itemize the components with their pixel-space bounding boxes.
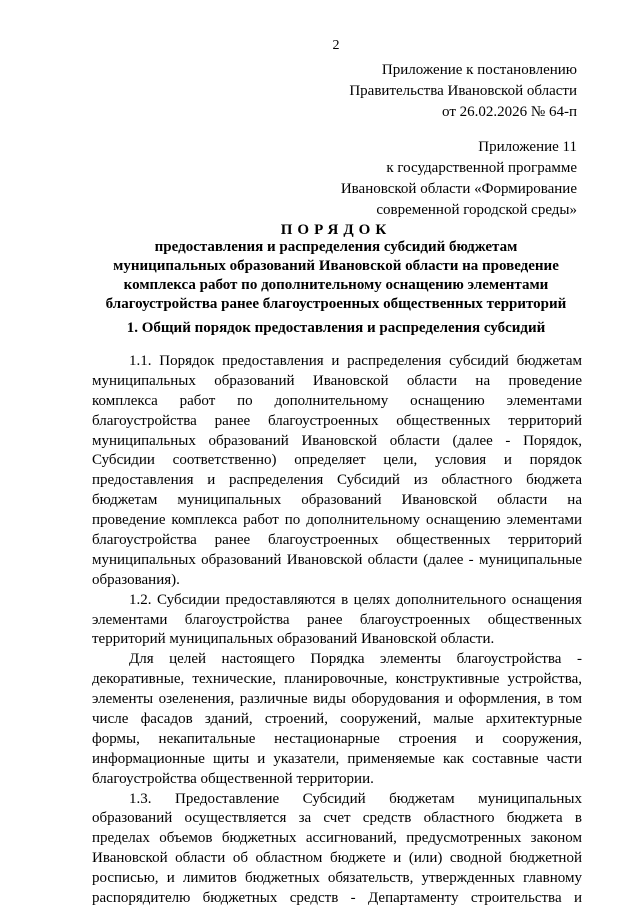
paragraph-line: 1.2. Субсидии предоставляются в целях дополнительного оснащения [129, 591, 582, 608]
paragraph-line: 1.3. Предоставление Субсидий бюджетам муниципальных [129, 790, 582, 807]
paragraph-line: муниципальных образований Ивановской области на проведение [92, 372, 582, 389]
paragraph-line: Для целей настоящего Порядка элементы благоустройства - [129, 651, 582, 668]
paragraph-line: благоустройства ранее благоустроенных общественных территорий [92, 412, 582, 429]
page-number: 2 [332, 38, 340, 53]
paragraph-line: муниципальных образований Ивановской области (далее - муниципальные [92, 551, 582, 568]
paragraph-line: элементы озеленения, различные виды оборудования и оформления, в том [92, 691, 582, 708]
appendix-line: Приложение 11 [478, 139, 577, 155]
document-subtitle [90, 238, 582, 314]
paragraph-line: благоустройства общественной территории. [92, 770, 374, 787]
appendix-program-reference [341, 137, 577, 221]
paragraph-line: муниципальных образований Ивановской области (далее - Порядок, [92, 432, 582, 449]
paragraph-line: проведение комплекса работ по дополнительному оснащению элементами [92, 512, 582, 529]
paragraph-line: бюджетам муниципальных образований Ивановской области на [92, 492, 582, 509]
paragraph-line: благоустройства ранее благоустроенных общественных территорий [92, 532, 582, 549]
paragraph-line: формы, некапитальные нестационарные строения и сооружения, [92, 730, 582, 747]
subtitle-line: муниципальных образований Ивановской области на проведение [113, 258, 559, 274]
paragraph-line: числе фасадов зданий, строений, сооружений, малые архитектурные [92, 711, 582, 728]
document-title: ПОРЯДОК [280, 222, 392, 238]
paragraph-line: пределах объемов бюджетных ассигнований, предусмотренных законом [92, 830, 582, 847]
section-heading: 1. Общий порядок предоставления и распределения субсидий [126, 320, 546, 336]
paragraph-line: Субсидии соответственно) определяет цели, условия и порядок [92, 452, 582, 469]
appendix-line: Ивановской области «Формирование [340, 181, 577, 197]
paragraph-line: образования). [92, 571, 180, 588]
paragraph-line: предоставления и распределения Субсидий из областного бюджета [92, 472, 582, 489]
paragraph-line: элементами благоустройства ранее благоустроенных общественных [92, 611, 582, 628]
paragraph-line: комплекса работ по дополнительному оснащению элементами [92, 392, 582, 409]
appendix-line: Приложение к постановлению [381, 62, 577, 78]
body-text [92, 352, 582, 909]
appendix-resolution-reference [349, 60, 577, 123]
paragraph-line: 1.1. Порядок предоставления и распределения субсидий бюджетам [129, 353, 582, 369]
paragraph-line: территорий муниципальных образований Ивановской области. [92, 631, 495, 648]
paragraph-line: образований осуществляется за счет средств областного бюджета в [92, 810, 582, 827]
paragraph-line: распорядителю бюджетных средств - Департаменту строительства и [92, 890, 582, 907]
paragraph-line: росписью, и лимитов бюджетных обязательств, утвержденных главному [92, 870, 582, 887]
paragraph-line: Ивановской области об областном бюджете и (или) сводной бюджетной [92, 850, 582, 867]
appendix-line: от 26.02.2026 № 64-п [442, 104, 577, 120]
appendix-line: к государственной программе [386, 160, 577, 176]
paragraph-line: информационные щиты и указатели, применяемые как составные части [92, 750, 582, 767]
subtitle-line: благоустройства ранее благоустроенных общественных территорий [105, 296, 567, 312]
paragraph-line: декоративные, технические, планировочные, конструктивные устройства, [92, 671, 582, 688]
appendix-line: Правительства Ивановской области [349, 83, 577, 99]
appendix-line: современной городской среды» [376, 202, 577, 218]
subtitle-line: предоставления и распределения субсидий бюджетам [154, 239, 518, 255]
subtitle-line: комплекса работ по дополнительному оснащению элементами [123, 277, 549, 293]
